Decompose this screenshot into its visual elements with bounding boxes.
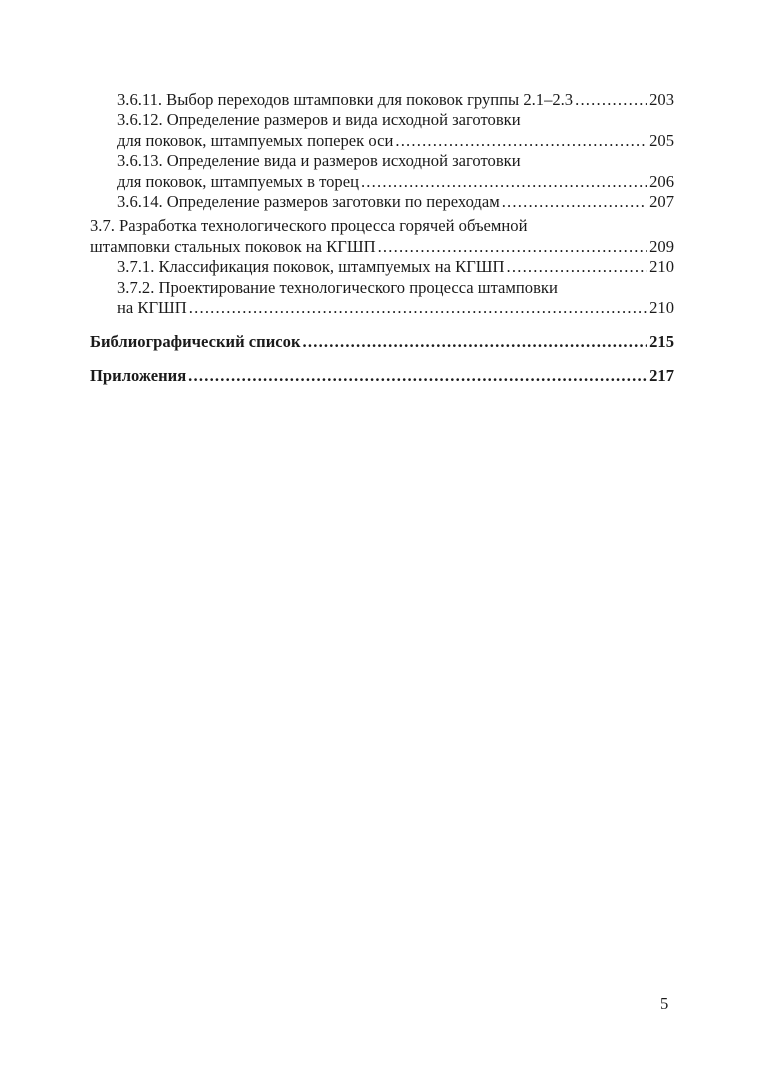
toc-page-number: 207 [649, 192, 674, 212]
toc-line [117, 298, 674, 318]
dot-leader [189, 298, 647, 318]
toc-entry-3-6-12 [90, 110, 674, 151]
toc-line [90, 366, 674, 386]
toc-page-number: 203 [649, 90, 674, 109]
toc-entry-3-7-2 [90, 278, 674, 319]
toc-entry-3-6-11 [90, 90, 674, 110]
toc-line [117, 172, 674, 192]
toc-entry-title: 3.6.11. Выбор переходов штамповки для поковок группы 2.1–2.3 [117, 90, 574, 109]
toc-line [117, 257, 674, 277]
toc-line [90, 237, 674, 257]
toc-page-number: 210 [649, 298, 674, 318]
toc-entry-title: 3.7.2. Проектирование технологического процесса штамповки [117, 277, 558, 297]
toc-entry-title: 3.6.12. Определение размеров и вида исходной заготовки [117, 110, 521, 130]
toc-entry-3-6-14 [90, 192, 674, 212]
dot-leader [507, 257, 648, 277]
toc-entry-title: 3.6.13. Определение вида и размеров исходной заготовки [117, 151, 521, 171]
toc-page-number: 205 [649, 130, 674, 150]
toc-entry-title: Приложения [90, 365, 187, 385]
toc-entry-title-cont: для поковок, штампуемых поперек оси [117, 130, 394, 150]
dot-leader [361, 172, 647, 192]
toc-entry-3-7 [90, 216, 674, 257]
toc-page-number: 209 [649, 236, 674, 256]
toc-line [90, 332, 674, 352]
dot-leader [303, 332, 648, 352]
toc-entry-title-cont: для поковок, штампуемых в торец [117, 171, 359, 191]
toc-line [117, 131, 674, 151]
toc-entry-title: Библиографический список [90, 332, 301, 352]
toc-entry-3-7-1 [90, 257, 674, 277]
dot-leader [502, 192, 647, 212]
table-of-contents [90, 90, 674, 386]
toc-page-number: 217 [649, 365, 674, 385]
dot-leader [395, 131, 647, 151]
toc-entry-title-cont: на КГШП [117, 298, 187, 318]
toc-entry-title: 3.6.14. Определение размеров заготовки по переходам [117, 192, 500, 212]
toc-page-number: 215 [649, 332, 674, 352]
dot-leader [188, 366, 647, 386]
page-number: 5 [660, 994, 669, 1013]
toc-entry-title-cont: штамповки стальных поковок на КГШП [90, 236, 376, 256]
toc-line [117, 90, 674, 110]
toc-entry-3-6-13 [90, 151, 674, 192]
toc-page-number: 210 [649, 257, 674, 277]
toc-entry-appendices [90, 366, 674, 386]
toc-entry-title: 3.7. Разработка технологического процесса горячей объемной [90, 216, 528, 236]
toc-entry-bibliography [90, 332, 674, 352]
toc-entry-title: 3.7.1. Классификация поковок, штампуемых на КГШП [117, 257, 505, 277]
dot-leader [378, 237, 648, 257]
dot-leader [575, 90, 647, 110]
toc-line [117, 192, 674, 212]
toc-page-number: 206 [649, 171, 674, 191]
